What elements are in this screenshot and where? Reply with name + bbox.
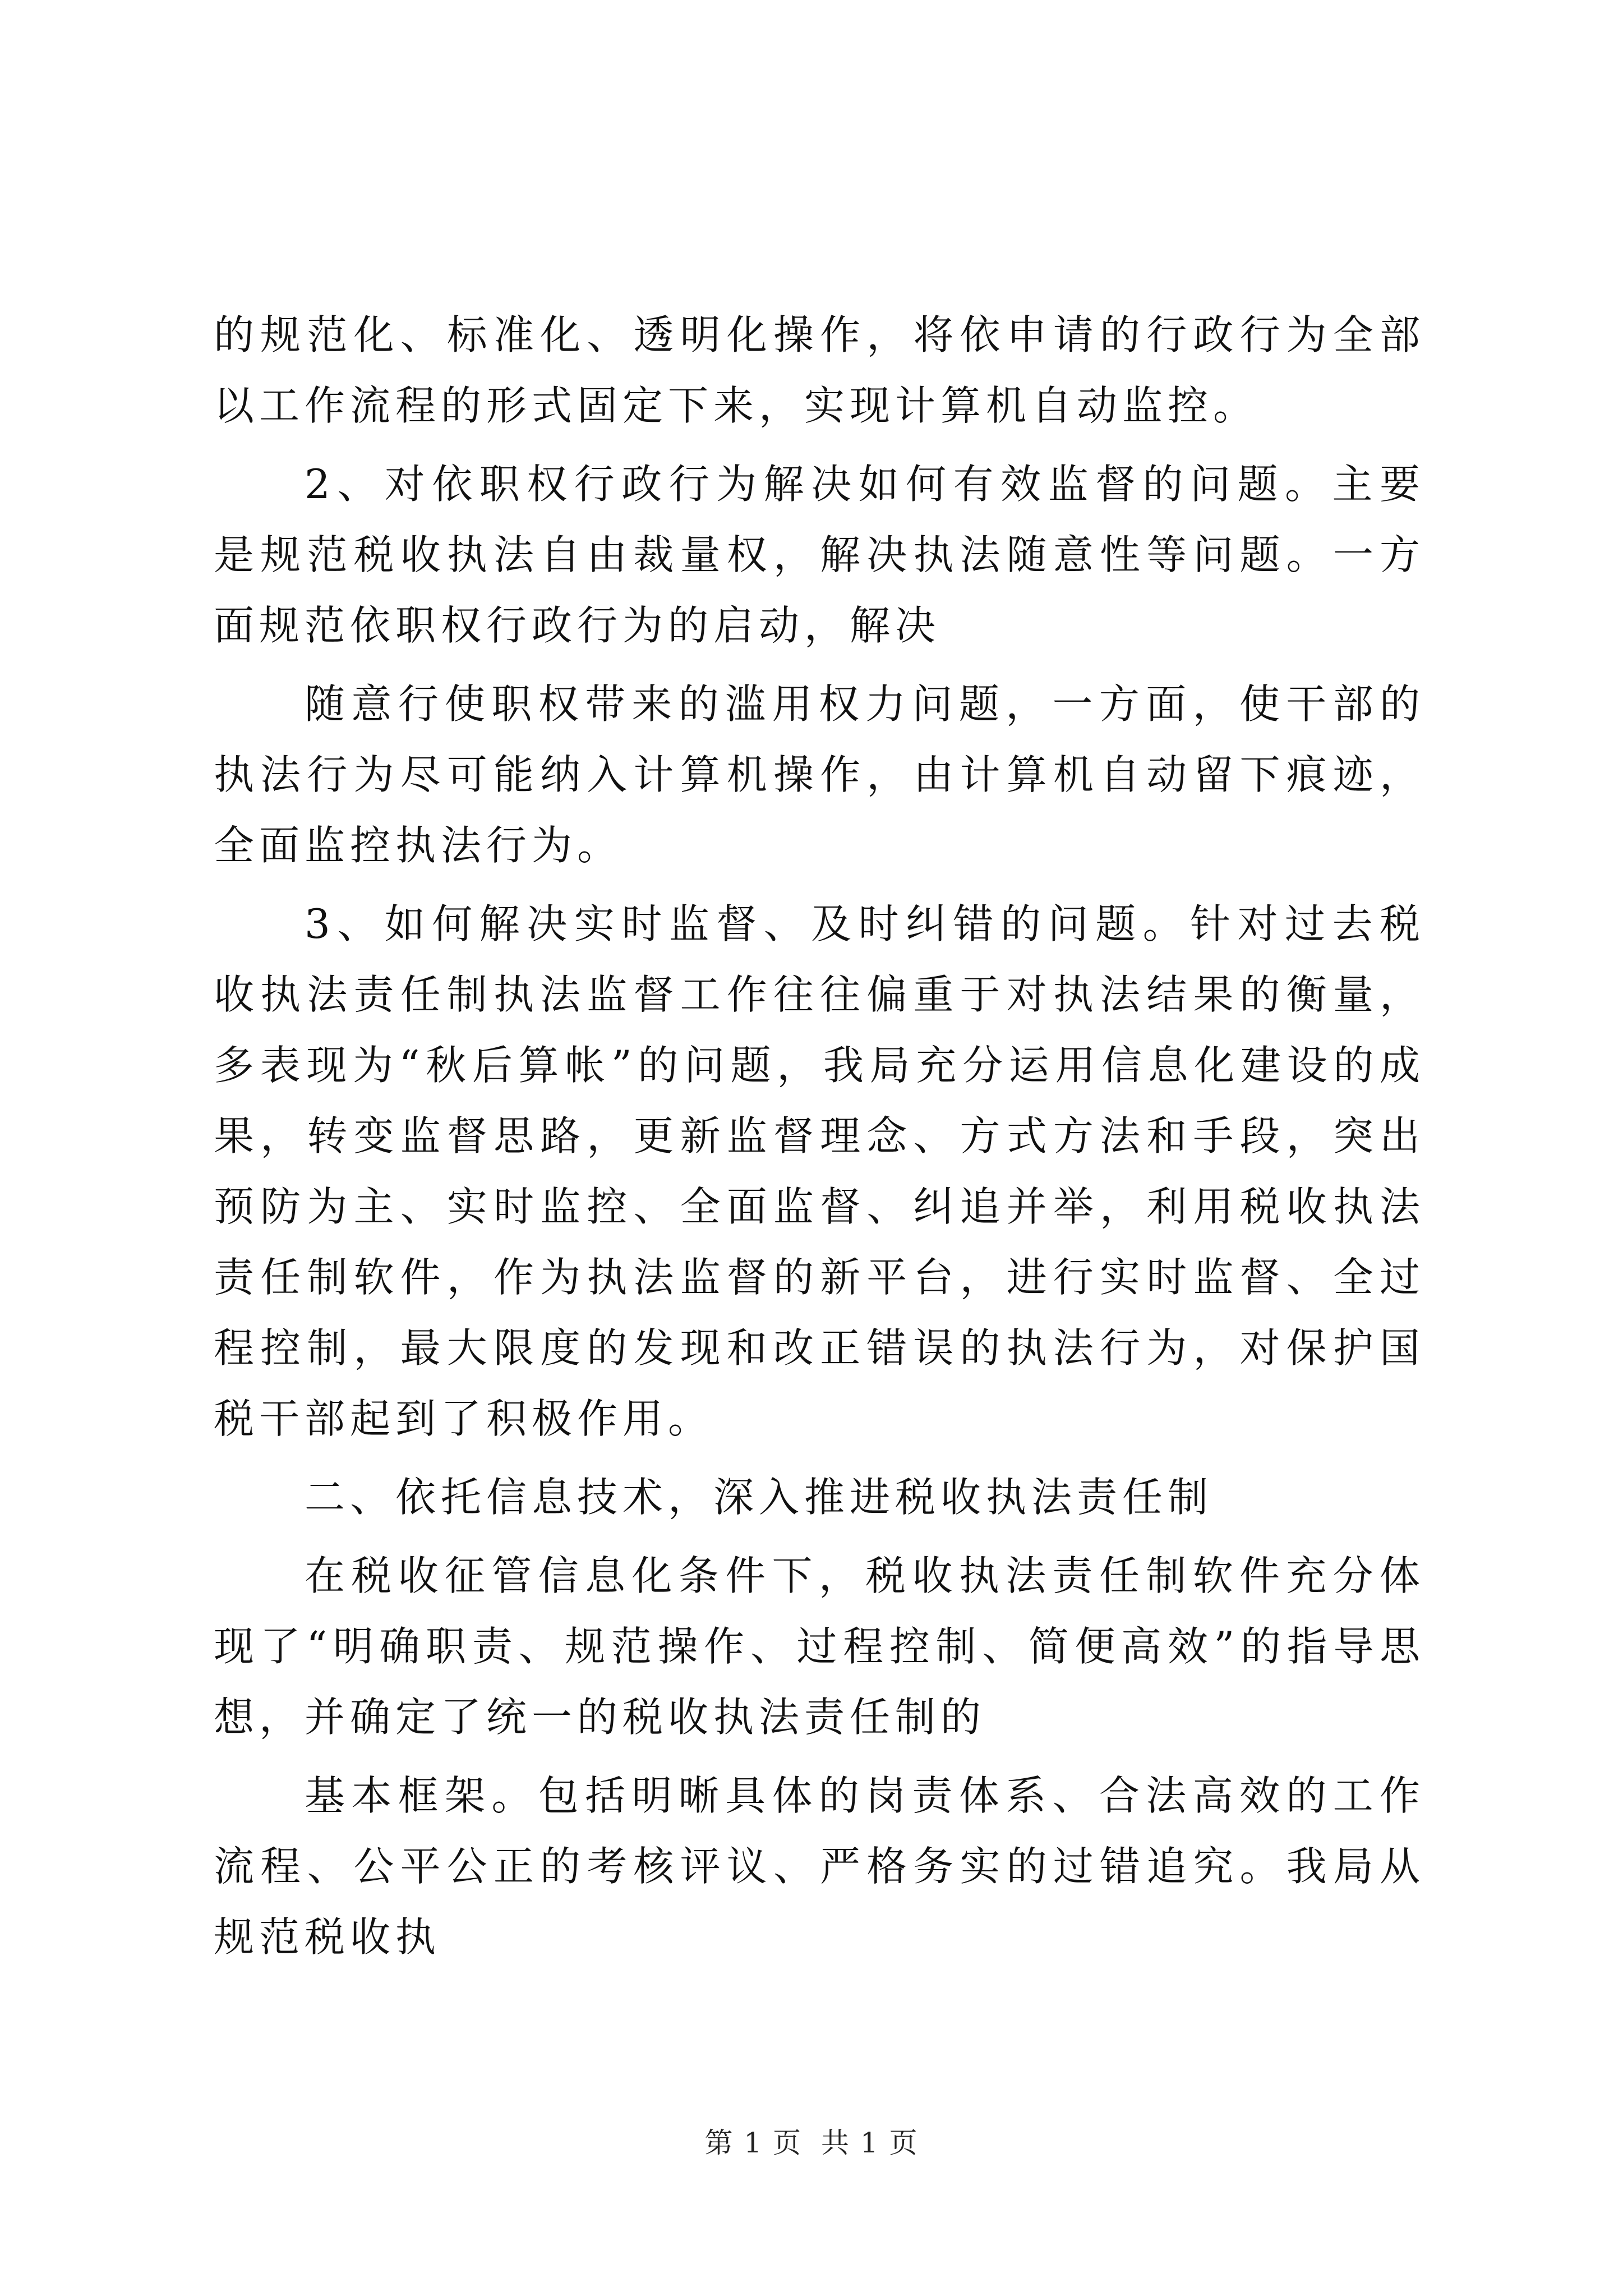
paragraph-1: 的规范化、标准化、透明化操作，将依申请的行政行为全部以工作流程的形式固定下来，实现计算机自动监控。 bbox=[214, 311, 1425, 429]
paragraph-3: 随意行使职权带来的滥用权力问题，一方面，使干部的执法行为尽可能纳入计算机操作，由计算机自动留下痕迹，全面监控执法行为。 bbox=[214, 680, 1425, 869]
page-footer bbox=[0, 2120, 1623, 2161]
page-total: 共 1 页 bbox=[820, 2127, 919, 2159]
paragraph-4: 3、如何解决实时监督、及时纠错的问题。针对过去税收执法责任制执法监督工作往往偏重于对执法结果的衡量，多表现为“秋后算帐”的问题，我局充分运用信息化建设的成果，转变监督思路，更新监督理念、方式方法和手段，突出预防为主、实时监控、全面监督、纠追并举，利用税收执法责任制软件，作为执法监督的新平台，进行实时监督、全过程控制，最大限度的发现和改正错误的执法行为，对保护国税干部起到了积极作用。 bbox=[214, 900, 1425, 1442]
document-body bbox=[214, 300, 1425, 1980]
paragraph-7: 基本框架。包括明晰具体的岗责体系、合法高效的工作流程、公平公正的考核评议、严格务实的过错追究。我局从规范税收执 bbox=[214, 1772, 1425, 1961]
section-heading: 二、依托信息技术，深入推进税收执法责任制 bbox=[305, 1474, 1214, 1521]
paragraph-2: 2、对依职权行政行为解决如何有效监督的问题。主要是规范税收执法自由裁量权，解决执法随意性等问题。一方面规范依职权行政行为的启动，解决 bbox=[214, 461, 1425, 649]
paragraph-6: 在税收征管信息化条件下，税收执法责任制软件充分体现了“明确职责、规范操作、过程控制、简便高效”的指导思想，并确定了统一的税收执法责任制的 bbox=[214, 1552, 1425, 1741]
page-number: 第 1 页 bbox=[704, 2127, 803, 2159]
